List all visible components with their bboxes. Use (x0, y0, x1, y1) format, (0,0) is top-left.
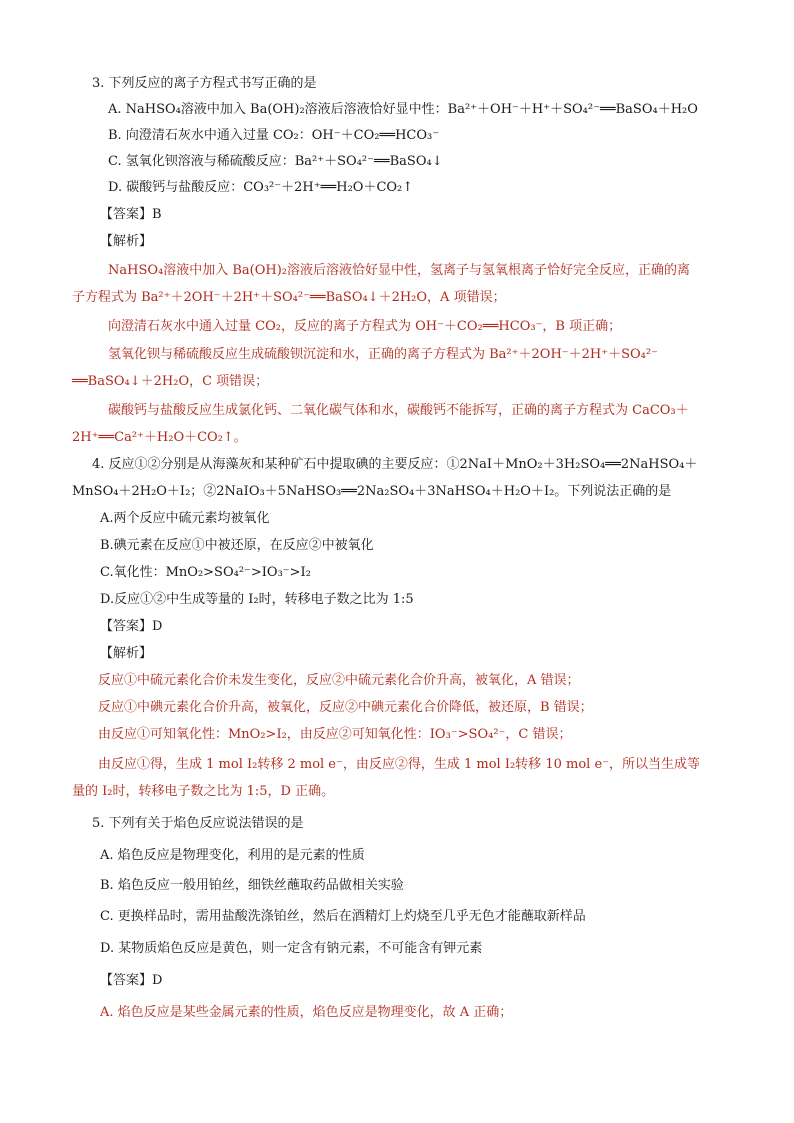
question-5-option-c: C. 更换样品时，需用盐酸洗涤铂丝，然后在酒精灯上灼烧至几乎无色才能蘸取新样品 (100, 909, 586, 924)
question-3-title: 3. 下列反应的离子方程式书写正确的是 (92, 76, 317, 91)
question-4-answer: 【答案】D (100, 619, 163, 634)
question-4-title-continued: MnSO₄＋2H₂O＋I₂；②2NaIO₃＋5NaHSO₃══2Na₂SO₄＋3NaHSO₄＋H₂O＋I₂。下列说法正确的是 (72, 484, 672, 499)
question-4-analysis-line: 由反应①得，生成 1 mol I₂转移 2 mol e⁻，由反应②得，生成 1 mol I₂转移 10 mol e⁻，所以当生成等 (98, 757, 700, 772)
question-4-title: 4. 反应①②分别是从海藻灰和某种矿石中提取碘的主要反应：①2NaI＋MnO₂＋3H₂SO₄══2NaHSO₄＋ (92, 457, 698, 472)
question-4-option-d: D.反应①②中生成等量的 I₂时，转移电子数之比为 1:5 (100, 592, 414, 607)
question-3-analysis-line: 2H⁺══Ca²⁺＋H₂O＋CO₂↑。 (72, 430, 247, 445)
question-5-option-b: B. 焰色反应一般用铂丝，细铁丝蘸取药品做相关实验 (100, 878, 404, 893)
question-4-option-b: B.碘元素在反应①中被还原，在反应②中被氧化 (100, 538, 374, 553)
question-5-analysis-line: A. 焰色反应是某些金属元素的性质，焰色反应是物理变化，故 A 正确； (100, 1005, 513, 1020)
question-3-option-a: A. NaHSO₄溶液中加入 Ba(OH)₂溶液后溶液恰好显中性：Ba²⁺＋OH⁻＋H⁺＋SO₄²⁻══BaSO₄＋H₂O (108, 102, 698, 117)
question-4-analysis-label: 【解析】 (100, 646, 153, 661)
question-4-option-a: A.两个反应中硫元素均被氧化 (100, 511, 270, 526)
question-3-analysis-line: NaHSO₄溶液中加入 Ba(OH)₂溶液后溶液恰好显中性，氢离子与氢氧根离子恰好完全反应，正确的离 (108, 263, 691, 278)
question-3-option-d: D. 碳酸钙与盐酸反应：CO₃²⁻＋2H⁺══H₂O＋CO₂↑ (108, 180, 414, 195)
question-3-analysis-line: 氢氧化钡与稀硫酸反应生成硫酸钡沉淀和水，正确的离子方程式为 Ba²⁺＋2OH⁻＋2H⁺＋SO₄²⁻ (108, 347, 658, 362)
question-5-title: 5. 下列有关于焰色反应说法错误的是 (92, 816, 304, 831)
question-3-analysis-line: ══BaSO₄↓＋2H₂O，C 项错误； (72, 374, 269, 389)
question-3-option-b: B. 向澄清石灰水中通入过量 CO₂：OH⁻＋CO₂══HCO₃⁻ (108, 128, 440, 143)
question-4-analysis-line: 由反应①可知氧化性：MnO₂>I₂，由反应②可知氧化性：IO₃⁻>SO₄²⁻，C 错误； (98, 727, 572, 742)
question-3-analysis-line: 子方程式为 Ba²⁺＋2OH⁻＋2H⁺＋SO₄²⁻══BaSO₄↓＋2H₂O，A 项错误； (72, 290, 506, 305)
question-3-answer: 【答案】B (100, 207, 162, 222)
question-4-analysis-line: 反应①中硫元素化合价未发生变化，反应②中硫元素化合价升高，被氧化，A 错误； (98, 673, 580, 688)
question-5-option-a: A. 焰色反应是物理变化，利用的是元素的性质 (100, 848, 365, 863)
question-5-answer: 【答案】D (100, 973, 163, 988)
question-3-analysis-line: 向澄清石灰水中通入过量 CO₂，反应的离子方程式为 OH⁻＋CO₂══HCO₃⁻，B 项正确； (108, 319, 622, 334)
question-4-analysis-line: 反应①中碘元素化合价升高，被氧化，反应②中碘元素化合价降低，被还原，B 错误； (98, 700, 593, 715)
question-3-option-c: C. 氢氧化钡溶液与稀硫酸反应：Ba²⁺＋SO₄²⁻══BaSO₄↓ (108, 154, 443, 169)
question-3-analysis-line: 碳酸钙与盐酸反应生成氯化钙、二氧化碳气体和水，碳酸钙不能拆写，正确的离子方程式为 CaCO₃＋ (108, 403, 689, 418)
question-4-analysis-line: 量的 I₂时，转移电子数之比为 1:5，D 正确。 (72, 784, 335, 799)
question-3-analysis-label: 【解析】 (100, 234, 153, 249)
question-4-option-c: C.氧化性：MnO₂>SO₄²⁻>IO₃⁻>I₂ (100, 565, 311, 580)
question-5-option-d: D. 某物质焰色反应是黄色，则一定含有钠元素，不可能含有钾元素 (100, 941, 483, 956)
